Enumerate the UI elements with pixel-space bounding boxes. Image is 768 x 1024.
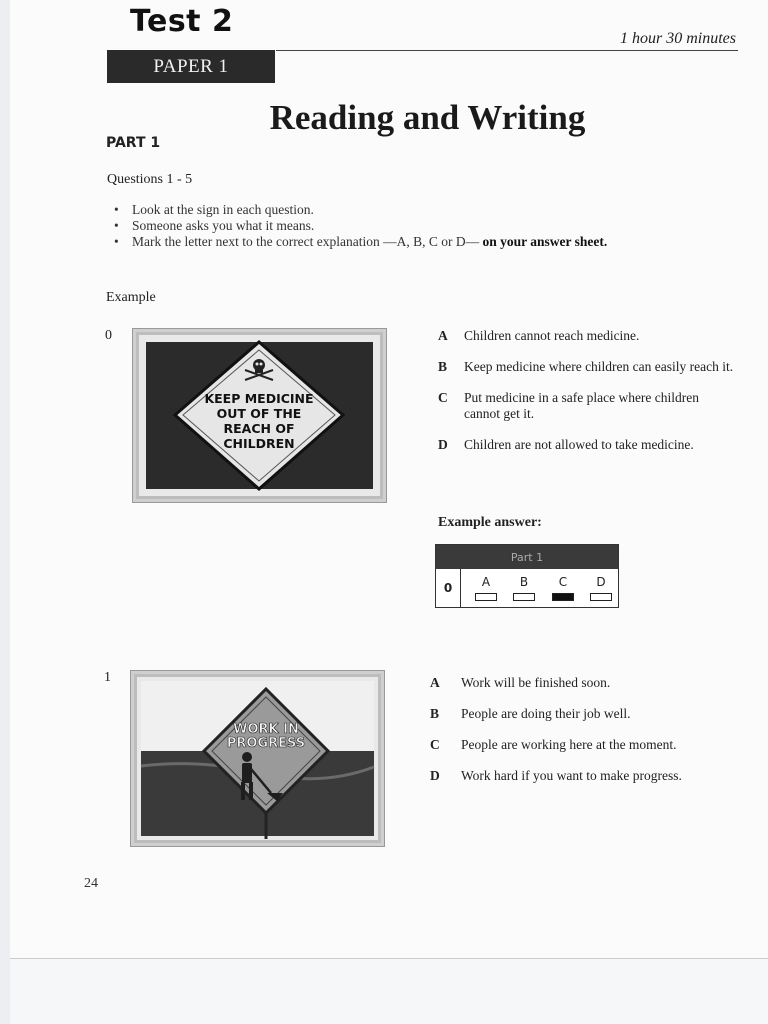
option-letter: B xyxy=(438,359,448,374)
page-bottom-edge xyxy=(10,958,768,959)
instruction-item xyxy=(114,218,607,234)
option-item xyxy=(438,328,738,344)
work-sign-text-line: WORK IN xyxy=(233,722,299,737)
option-letter: B xyxy=(430,706,440,721)
answer-sheet-box xyxy=(435,544,619,608)
instruction-text: Someone asks you what it means. xyxy=(132,218,315,233)
questions-range: Questions 1 - 5 xyxy=(107,172,193,187)
work-sign-text-line: PROGRESS xyxy=(226,736,306,751)
answer-choice-d xyxy=(589,575,613,601)
answer-choice-box xyxy=(590,593,612,601)
work-sign-graphic xyxy=(131,671,384,846)
instruction-text: Look at the sign in each question. xyxy=(132,202,314,217)
test-title: Test 2 xyxy=(130,4,234,39)
main-heading: Reading and Writing xyxy=(269,98,586,137)
duration-text: 1 hour 30 minutes xyxy=(620,30,736,47)
work-in-progress-sign-image xyxy=(130,670,385,847)
page-left-edge xyxy=(0,0,10,1024)
example-question-number: 0 xyxy=(105,328,112,343)
answer-choice-box xyxy=(552,593,574,601)
example-label: Example xyxy=(106,290,156,305)
answer-sheet-header: Part 1 xyxy=(436,545,618,569)
header-rule xyxy=(276,50,738,51)
question-1-options-list xyxy=(430,675,730,799)
paper-label: PAPER 1 xyxy=(107,50,275,83)
sign-text-line: KEEP MEDICINE xyxy=(204,391,314,406)
instructions-list xyxy=(114,202,607,250)
answer-choice-letter: B xyxy=(519,575,529,589)
instruction-text: Mark the letter next to the correct explanation —A, B, C or D— xyxy=(132,234,480,249)
instruction-item xyxy=(114,234,607,250)
option-item xyxy=(430,675,730,691)
option-letter: C xyxy=(430,737,440,752)
answer-sheet-row xyxy=(436,569,618,607)
option-text: Put medicine in a safe place where children cannot get it. xyxy=(464,390,700,421)
option-letter: D xyxy=(438,437,448,452)
answer-choice-box xyxy=(475,593,497,601)
page-number: 24 xyxy=(84,876,98,891)
option-text: Children cannot reach medicine. xyxy=(464,328,640,343)
answer-choice-a xyxy=(474,575,498,601)
option-text: Work hard if you want to make progress. xyxy=(461,768,682,783)
answer-choice-letter: D xyxy=(596,575,606,589)
example-options-list xyxy=(438,328,738,468)
part-label: PART 1 xyxy=(106,135,161,151)
option-item xyxy=(430,768,730,784)
option-text: People are working here at the moment. xyxy=(461,737,677,752)
option-letter: A xyxy=(430,675,440,690)
option-text: Children are not allowed to take medicine. xyxy=(464,437,694,452)
option-item xyxy=(438,390,738,422)
answer-choice-letter: A xyxy=(481,575,491,589)
option-text: Keep medicine where children can easily reach it. xyxy=(464,359,734,374)
option-item xyxy=(430,706,730,722)
option-letter: A xyxy=(438,328,448,343)
instruction-item xyxy=(114,202,607,218)
option-letter: C xyxy=(438,390,448,405)
instruction-bold-tail: on your answer sheet. xyxy=(479,234,608,249)
option-text: Work will be finished soon. xyxy=(461,675,611,690)
option-item xyxy=(438,437,738,453)
medicine-sign-image xyxy=(132,328,387,503)
sign-text-line: REACH OF xyxy=(223,421,295,436)
sign-text-line: CHILDREN xyxy=(223,436,295,451)
option-text: People are doing their job well. xyxy=(461,706,631,721)
option-item xyxy=(430,737,730,753)
answer-choice-box xyxy=(513,593,535,601)
answer-sheet-question-number: 0 xyxy=(436,569,461,607)
example-answer-label: Example answer: xyxy=(438,515,542,530)
answer-choice-c xyxy=(551,575,575,601)
option-item xyxy=(438,359,738,375)
option-letter: D xyxy=(430,768,440,783)
sign-text-line: OUT OF THE xyxy=(216,406,302,421)
question-1-number: 1 xyxy=(104,670,111,685)
answer-choice-b xyxy=(512,575,536,601)
answer-choice-letter: C xyxy=(558,575,568,589)
medicine-sign-graphic xyxy=(133,329,386,502)
